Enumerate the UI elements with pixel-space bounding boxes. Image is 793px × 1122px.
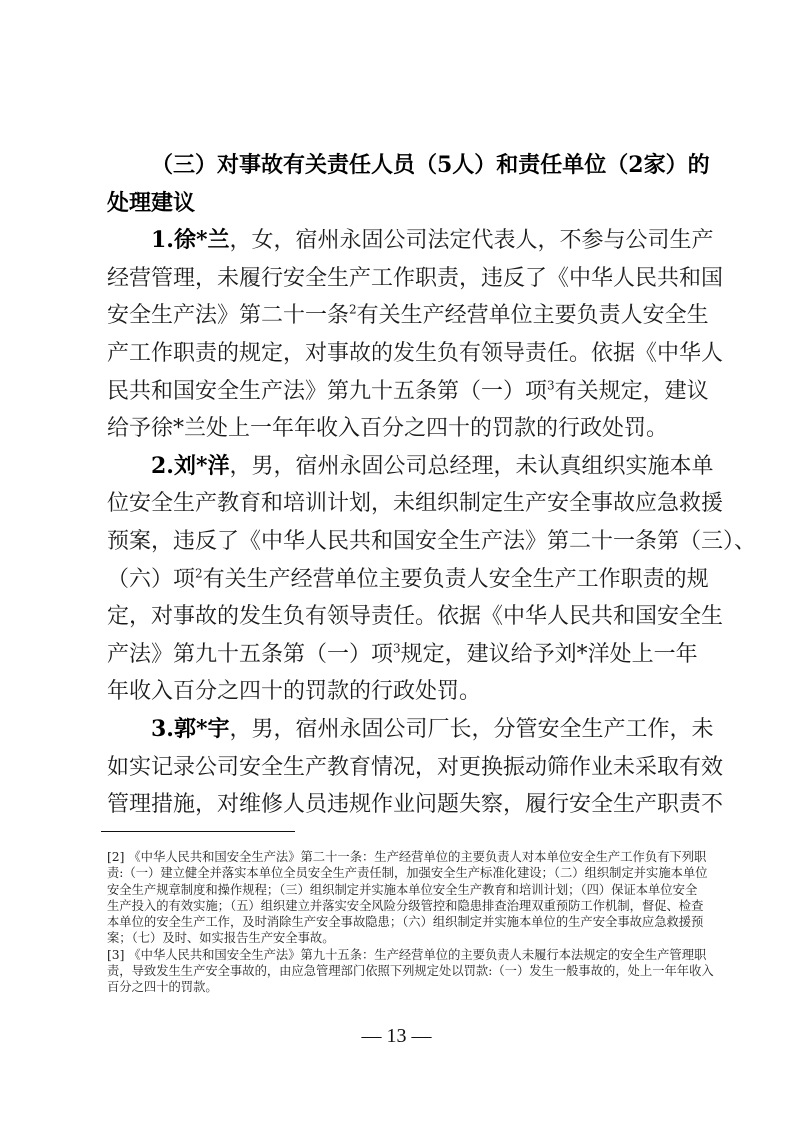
item-2-line-4-a: （六）项 <box>107 566 196 592</box>
item-1-line-5 <box>107 373 709 411</box>
item-2-line-6-a: 产法》第九十五条第（一）项 <box>107 641 394 667</box>
item-1-line-5-b: 有关规定，建议 <box>554 378 709 404</box>
item-2-number: 2. <box>151 452 174 479</box>
item-2-line-6 <box>107 636 697 674</box>
item-3-name: 郭*宇 <box>173 715 230 742</box>
item-1-line-3 <box>107 297 709 335</box>
footnote-2-line-3: 安全生产规章制度和操作规程；（三）组织制定并实施本单位安全生产教育和培训计划；（四）保证本单位安全 <box>107 882 698 897</box>
footnote-3-line-3: 百分之四十的罚款。 <box>107 980 218 995</box>
footnote-3-line-2: 责，导致发生生产安全事故的，由应急管理部门依照下列规定处以罚款:（一）发生一般事故的，处上一年年收入 <box>107 964 714 979</box>
item-2-name: 刘*洋 <box>173 452 230 479</box>
item-1-line-5-a: 民共和国安全生产法》第九十五条第（一）项 <box>107 378 548 404</box>
footnote-ref-2[interactable]: 2 <box>195 566 203 581</box>
item-1-line-6: 给予徐*兰处上一年年收入百分之四十的罚款的行政处罚。 <box>107 416 669 442</box>
item-2-text: ，男，宿州永固公司总经理，未认真组织实施本单 <box>229 453 714 479</box>
item-1-line-3-b: 有关生产经营单位主要负责人安全生 <box>356 303 709 329</box>
item-2-line-4 <box>107 561 709 599</box>
footnote-ref-3[interactable]: 3 <box>393 641 401 656</box>
footnote-3-label: [3] <box>107 947 125 962</box>
footnote-2-line-6: 案；（七）及时、如实报告生产安全事故。 <box>107 931 335 946</box>
footnote-3-text: 《中华人民共和国安全生产法》第九十五条：生产经营单位的主要负责人未履行本法规定的安全生产管理职 <box>128 947 707 962</box>
item-1-line-2: 经营管理，未履行安全生产工作职责，违反了《中华人民共和国 <box>107 265 724 291</box>
item-2-line-5: 定，对事故的发生负有领导责任。依据《中华人民共和国安全生 <box>107 604 724 630</box>
footnote-2-line-2: 责:（一）建立健全并落实本单位全员安全生产责任制，加强安全生产标准化建设；（二）组织制定并实施本单位 <box>107 866 708 881</box>
footnote-2-text: 《中华人民共和国安全生产法》第二十一条：生产经营单位的主要负责人对本单位安全生产工作负有下列职 <box>128 850 707 864</box>
footnote-3-line-1 <box>107 947 707 963</box>
item-2-line-1 <box>107 448 714 486</box>
footnote-ref-3[interactable]: 3 <box>547 378 555 393</box>
item-1-number: 1. <box>151 227 174 254</box>
item-2-line-3: 预案，违反了《中华人民共和国安全生产法》第二十一条第（三）、 <box>107 528 757 554</box>
item-2-line-2: 位安全生产教育和培训计划，未组织制定生产安全事故应急救援 <box>107 491 724 517</box>
item-3-number: 3. <box>151 715 174 742</box>
item-2-line-4-b: 有关生产经营单位主要负责人安全生产工作职责的规 <box>202 566 709 592</box>
footnote-2-line-4: 生产投入的有效实施；（五）组织建立并落实安全风险分级管控和隐患排查治理双重预防工作机制，督促、检查 <box>107 898 704 913</box>
footnote-separator <box>101 831 295 832</box>
item-3-text: ，男，宿州永固公司厂长，分管安全生产工作，未 <box>229 716 714 742</box>
item-3-line-3: 管理措施，对维修人员违规作业问题失察，履行安全生产职责不 <box>107 792 724 818</box>
footnote-ref-2[interactable]: 2 <box>349 303 357 318</box>
document-body <box>107 147 757 824</box>
page-number: — 13 — <box>361 1025 432 1047</box>
item-1-line-3-a: 安全生产法》第二十一条 <box>107 303 350 329</box>
item-3-line-2: 如实记录公司安全生产教育情况，对更换振动筛作业未采取有效 <box>107 754 724 780</box>
item-1-line-4: 产工作职责的规定，对事故的发生负有领导责任。依据《中华人 <box>107 340 724 366</box>
item-1-name: 徐*兰 <box>173 227 230 254</box>
section-heading-line-2: 处理建议 <box>107 189 196 216</box>
footnote-2-line-1 <box>107 849 707 865</box>
footnotes <box>107 849 714 996</box>
item-3-line-1 <box>107 711 714 749</box>
item-2-line-6-b: 规定，建议给予刘*洋处上一年 <box>400 641 698 667</box>
footnote-2-label: [2] <box>107 850 125 864</box>
item-2-line-7: 年收入百分之四十的罚款的行政处罚。 <box>107 679 482 705</box>
item-1-line-1 <box>107 222 714 260</box>
section-heading-line-1: （三）对事故有关责任人员（5人）和责任单位（2家）的 <box>151 152 710 178</box>
item-1-text: ，女，宿州永固公司法定代表人，不参与公司生产 <box>229 228 714 254</box>
footnote-2-line-5: 本单位的安全生产工作，及时消除生产安全事故隐患；（六）组织制定并实施本单位的生产安全事故应急救援预 <box>107 915 704 930</box>
